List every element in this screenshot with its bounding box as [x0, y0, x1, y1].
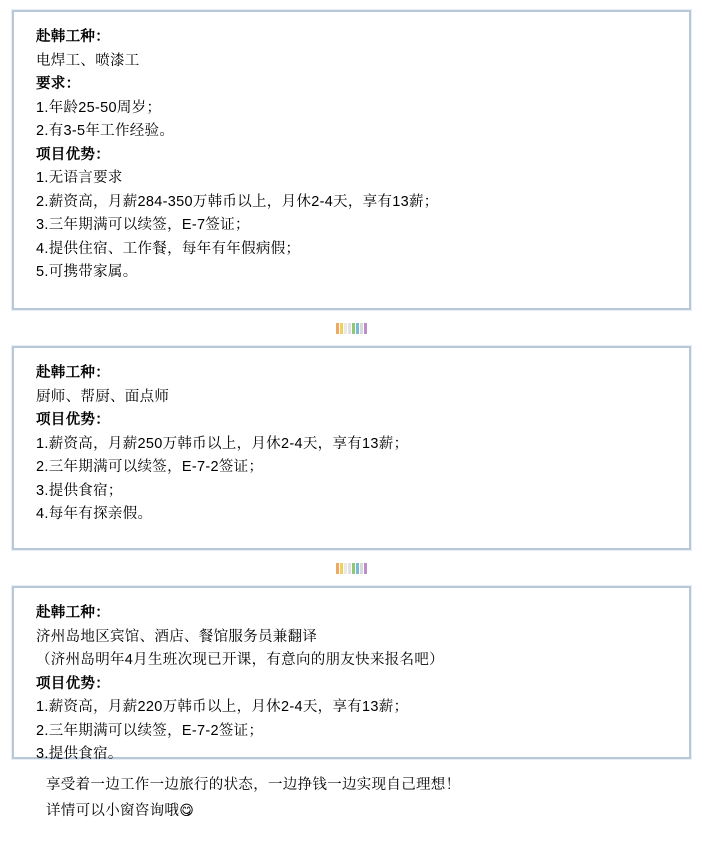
card-line: 2.三年期满可以续签，E-7-2签证；: [36, 459, 264, 475]
card-line: 项目优势：: [36, 146, 110, 163]
card-line: 3.三年期满可以续签，E-7签证；: [36, 217, 250, 233]
card-line: 4.提供住宿、工作餐，每年有年假病假；: [36, 240, 301, 257]
tongue-emoji-icon: 😋: [179, 802, 195, 818]
card-line: 赴韩工种：: [36, 365, 110, 381]
job-card-cook: [12, 346, 691, 550]
card-line: 厨师、帮厨、面点师: [36, 388, 170, 405]
card-line: 1.薪资高，月薪220万韩币以上，月休2-4天，享有13薪；: [36, 699, 409, 715]
card-line: 3.提供食宿。: [36, 746, 123, 762]
card-line: 济州岛地区宾馆、酒店、餐馆服务员兼翻译: [36, 628, 318, 645]
footer-note: [12, 759, 691, 824]
card-line: 2.三年期满可以续签，E-7-2签证；: [36, 722, 264, 739]
card-line: 赴韩工种：: [36, 29, 110, 45]
card-line: 项目优势：: [36, 412, 110, 428]
card-line: 要求：: [36, 76, 81, 92]
card-line: 电焊工、喷漆工: [36, 52, 140, 69]
footer-line-with-emoji: [46, 798, 691, 824]
card-line: 2.薪资高，月薪284-350万韩币以上，月休2-4天，享有13薪；: [36, 193, 439, 210]
card-line: 1.年龄25-50周岁；: [36, 99, 162, 116]
card-line: 5.可携带家属。: [36, 264, 138, 280]
card-line: 1.无语言要求: [36, 170, 123, 186]
card-line: 3.提供食宿；: [36, 482, 123, 499]
card-line: 1.薪资高，月薪250万韩币以上，月休2-4天，享有13薪；: [36, 435, 409, 452]
card-line: 赴韩工种：: [36, 605, 110, 621]
footer-line: 享受着一边工作一边旅行的状态，一边挣钱一边实现自己理想！: [46, 777, 461, 793]
section-divider: [12, 310, 691, 346]
card-line: 2.有3-5年工作经验。: [36, 123, 175, 139]
card-line: 项目优势：: [36, 675, 110, 692]
job-card-service: [12, 586, 691, 762]
card-line: （济州岛明年4月生班次现已开课，有意向的朋友快来报名吧）: [36, 652, 444, 668]
section-divider: [12, 550, 691, 586]
job-card-welding: [12, 10, 691, 310]
divider-bars-icon: [336, 322, 367, 334]
card-line: 4.每年有探亲假。: [36, 506, 153, 522]
divider-bars-icon: [336, 562, 367, 574]
footer-line-text: 详情可以小窗咨询哦: [46, 803, 180, 819]
